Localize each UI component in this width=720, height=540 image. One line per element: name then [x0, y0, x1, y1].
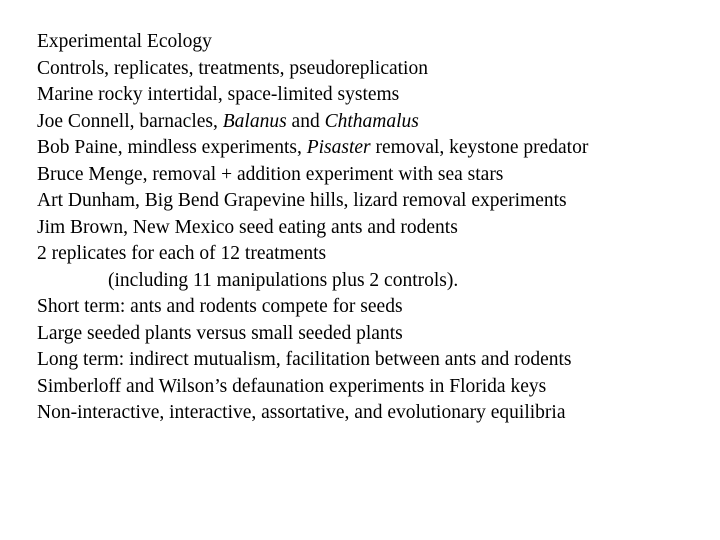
species-pisaster: Pisaster [306, 137, 371, 158]
text-line-replicates: 2 replicates for each of 12 treatments [37, 243, 327, 264]
paine-prefix: Bob Paine, mindless experiments, [37, 137, 307, 158]
text-line-paine [37, 135, 707, 162]
connell-prefix: Joe Connell, barnacles, [37, 110, 223, 132]
species-balanus: Balanus [222, 110, 287, 132]
text-line-equilibria: Non-interactive, interactive, assortative, and evolutionary equilibria [37, 402, 566, 423]
text-line-menge: Bruce Menge, removal + addition experiment with sea stars [37, 163, 504, 185]
slide-text-block [37, 29, 707, 427]
text-line-short-term: Short term: ants and rodents compete for seeds [37, 296, 403, 317]
text-line-long-term: Long term: indirect mutualism, facilitation between ants and rodents [37, 349, 572, 370]
text-line-manipulations: (including 11 manipulations plus 2 controls). [108, 269, 459, 291]
species-chthamalus: Chthamalus [324, 110, 419, 132]
text-line-controls: Controls, replicates, treatments, pseudoreplication [37, 57, 428, 79]
connell-conjunction: and [286, 110, 325, 132]
text-line-marine-intertidal: Marine rocky intertidal, space-limited systems [37, 84, 400, 105]
text-line-seeded-plants: Large seeded plants versus small seeded plants [37, 322, 403, 344]
paine-suffix: removal, keystone predator [370, 137, 589, 158]
text-line-dunham: Art Dunham, Big Bend Grapevine hills, lizard removal experiments [37, 190, 567, 211]
text-line-simberloff-wilson: Simberloff and Wilson’s defaunation experiments in Florida keys [37, 375, 547, 397]
slide-title-line: Experimental Ecology [37, 31, 212, 52]
text-line-brown: Jim Brown, New Mexico seed eating ants and rodents [37, 216, 458, 238]
text-line-connell [37, 109, 707, 136]
